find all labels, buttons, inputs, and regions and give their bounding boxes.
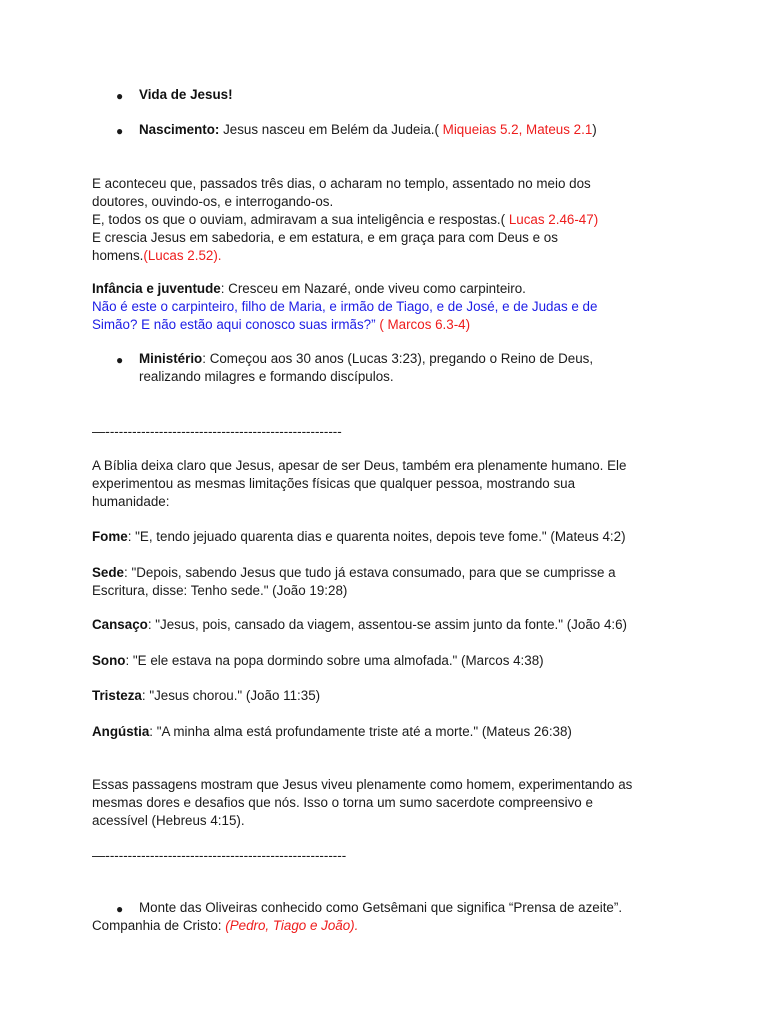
- text-divider: —-----------------------------------------------------: [92, 424, 342, 439]
- quote-line: Não é este o carpinteiro, filho de Maria, e irmão de Tiago, e de José, e de Judas e de: [92, 299, 598, 314]
- cansaco-label: Cansaço: [92, 617, 148, 632]
- text-line: [92, 211, 682, 229]
- item-sono: [92, 652, 682, 670]
- fome-text: : "E, tendo jejuado quarenta dias e quarenta noites, depois teve fome." (Mateus 4:2): [127, 529, 626, 544]
- bullet-dot: ●: [116, 124, 124, 138]
- quote-span: Simão? E não estão aqui conosco suas irmãs?”: [92, 317, 376, 332]
- tristeza-label: Tristeza: [92, 688, 142, 703]
- text-line: mesmas dores e desafios que nós. Isso o torna um sumo sacerdote compreensivo e: [92, 795, 593, 810]
- bullet-dot: ●: [116, 902, 124, 916]
- bullet-getsemani: [139, 899, 739, 917]
- sono-text: : "E ele estava na popa dormindo sobre uma almofada." (Marcos 4:38): [125, 653, 544, 668]
- text-line: acessível (Hebreus 4:15).: [92, 813, 245, 828]
- item-angustia: [92, 723, 682, 741]
- bullet-nascimento: [139, 121, 699, 139]
- text-line: E crescia Jesus em sabedoria, e em estatura, e em graça para com Deus e os: [92, 230, 558, 245]
- item-tristeza: [92, 687, 682, 705]
- paragraph-conclusao: [92, 776, 682, 830]
- text-line: E aconteceu que, passados três dias, o acharam no templo, assentado no meio dos: [92, 176, 591, 191]
- sono-label: Sono: [92, 653, 126, 668]
- bullet-dot: ●: [116, 89, 124, 103]
- text-line: [92, 247, 682, 265]
- paragraph-companhia: [92, 917, 682, 935]
- bullet-ministerio: [139, 350, 699, 386]
- sede-text: : "Depois, sabendo Jesus que tudo já estava consumado, para que se cumprisse a: [124, 565, 616, 580]
- lucas-reference: Lucas 2.46-47): [505, 212, 599, 227]
- item-fome: [92, 528, 682, 546]
- lucas-reference: (Lucas 2.52).: [143, 248, 222, 263]
- nascimento-reference: Miqueias 5.2, Mateus 2.1: [438, 122, 593, 137]
- angustia-text: : "A minha alma está profundamente triste até a morte." (Mateus 26:38): [149, 724, 572, 739]
- text-line: A Bíblia deixa claro que Jesus, apesar de ser Deus, também era plenamente humano. Ele: [92, 458, 627, 473]
- text-line: [139, 350, 699, 368]
- angustia-label: Angústia: [92, 724, 150, 739]
- tristeza-text: : "Jesus chorou." (João 11:35): [141, 688, 321, 703]
- nascimento-close: ): [592, 122, 597, 137]
- fome-label: Fome: [92, 529, 128, 544]
- text-line: [92, 564, 682, 582]
- companhia-text: Companhia de Cristo:: [92, 918, 226, 933]
- item-cansaco: [92, 616, 682, 634]
- text-line: doutores, ouvindo-os, e interrogando-os.: [92, 194, 334, 209]
- text-line: experimentou as mesmas limitações físicas que qualquer pessoa, mostrando sua: [92, 476, 576, 491]
- marcos-reference: ( Marcos 6.3-4): [375, 317, 471, 332]
- infancia-text: : Cresceu em Nazaré, onde viveu como carpinteiro.: [220, 281, 526, 296]
- text-line: [92, 280, 682, 298]
- text-line: [92, 316, 682, 334]
- getsemani-text: Monte das Oliveiras conhecido como Getsêmani que significa “Prensa de azeite”.: [139, 900, 623, 915]
- text-line: Escritura, disse: Tenho sede." (João 19:28): [92, 583, 348, 598]
- companhia-reference: (Pedro, Tiago e João).: [225, 918, 359, 933]
- text-divider: —------------------------------------------------------: [92, 848, 347, 863]
- infancia-label: Infância e juventude: [92, 281, 221, 296]
- text-span: homens.: [92, 248, 144, 263]
- paragraph-templo: [92, 175, 682, 265]
- nascimento-text: Jesus nasceu em Belém da Judeia.(: [219, 122, 439, 137]
- bullet-heading: Vida de Jesus!: [139, 87, 233, 102]
- text-span: : Começou aos 30 anos (Lucas 3:23), pregando o Reino de Deus,: [202, 351, 594, 366]
- sede-label: Sede: [92, 565, 125, 580]
- text-span: E, todos os que o ouviam, admiravam a sua inteligência e respostas.(: [92, 212, 506, 227]
- text-line: Essas passagens mostram que Jesus viveu plenamente como homem, experimentando as: [92, 777, 633, 792]
- paragraph-infancia: [92, 280, 682, 334]
- text-line: realizando milagres e formando discípulos.: [139, 369, 394, 384]
- ministerio-label: Ministério: [139, 351, 203, 366]
- text-line: humanidade:: [92, 494, 170, 509]
- item-sede: [92, 564, 682, 600]
- nascimento-label: Nascimento:: [139, 122, 220, 137]
- bullet-dot: ●: [116, 353, 124, 367]
- paragraph-humanidade: [92, 457, 682, 511]
- cansaco-text: : "Jesus, pois, cansado da viagem, assentou-se assim junto da fonte." (João 4:6): [147, 617, 628, 632]
- bullet-vida-de-jesus: [139, 86, 699, 104]
